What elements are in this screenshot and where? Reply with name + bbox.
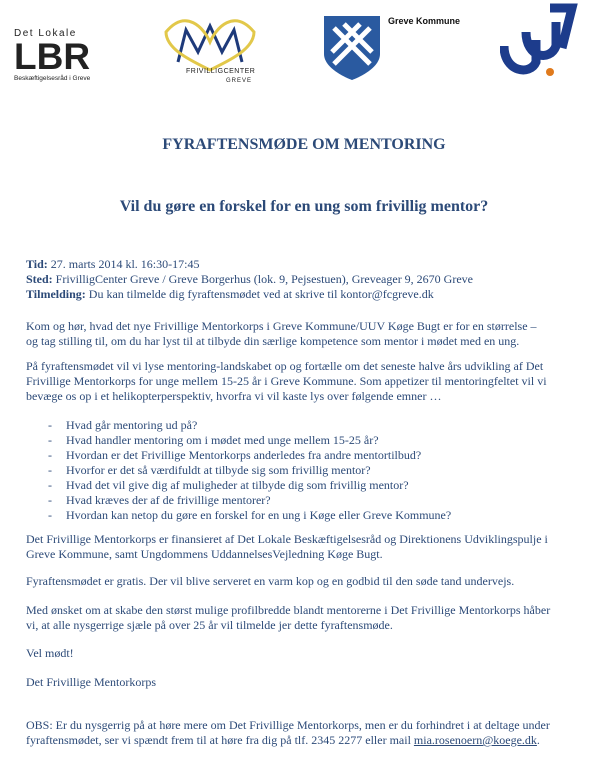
para3-line-2: Greve Kommune, samt Ungdommens UddannelsesVejledning Køge Bugt. (26, 547, 383, 561)
list-item: - Hvorfor er det så værdifuldt at tilbyde sig som frivillig mentor? (48, 463, 451, 478)
obs-line-2-end: . (536, 733, 540, 747)
tid-value: 27. marts 2014 kl. 16:30-17:45 (50, 257, 200, 271)
para4: Fyraftensmødet er gratis. Der vil blive serveret en varm kop og en godbid til den søde tand undervejs. (26, 574, 515, 588)
logo-bar (0, 0, 608, 95)
page-title: FYRAFTENSMØDE OM MENTORING (162, 136, 446, 153)
greve-kommune-logo (322, 14, 482, 84)
lbr-logo-small: Det Lokale (14, 28, 77, 39)
obs-line-2 (26, 733, 540, 748)
obs-email-link[interactable]: mia.rosenoern@koege.dk (413, 733, 537, 747)
uuv-icon (500, 2, 578, 82)
greve-shield-icon (322, 14, 382, 82)
para2-line-2: Frivillige Mentorkorps for unge mellem 15-25 år i Greve Kommune. Som appetizer til mentoringfeltet vil vi (26, 374, 547, 388)
para2-line-1: På fyraftensmødet vil vi lyse mentoring-landskabet op og fortælle om det seneste halve års udvikling af Det (26, 359, 544, 373)
frivilligcenter-logo (156, 12, 266, 92)
frivilligcenter-name: FRIVILLIGCENTER (186, 68, 256, 75)
frivilligcenter-icon (156, 12, 266, 72)
obs-line-1: OBS: Er du nysgerrig på at høre mere om Det Frivillige Mentorkorps, men er du forhindret i at deltage under (26, 718, 550, 732)
list-item: - Hvad det vil give dig af muligheder at tilbyde dig som frivillig mentor? (48, 478, 451, 493)
page-subtitle: Vil du gøre en forskel for en ung som frivillig mentor? (119, 198, 489, 215)
tilmelding-value: Du kan tilmelde dig fyraftensmødet ved at skrive til kontor@fcgreve.dk (88, 287, 434, 301)
para3-line-1: Det Frivillige Mentorkorps er finansieret af Det Lokale Beskæftigelsesråd og Direktionens Udviklingspulje i (26, 532, 548, 546)
tid-line (26, 257, 199, 272)
tilmelding-line (26, 287, 434, 302)
greve-kommune-name: Greve Kommune (388, 16, 461, 26)
list-item: - Hvordan er det Frivillige Mentorkorps anderledes fra andre mentortilbud? (48, 448, 451, 463)
obs-line-2-text: fyraftensmødet, ser vi spændt frem til at høre fra dig på tlf. 2345 2277 eller mail (26, 733, 414, 747)
list-item: - Hvad handler mentoring om i mødet med unge mellem 15-25 år? (48, 433, 451, 448)
sted-value: FrivilligCenter Greve / Greve Borgerhus (lok. 9, Pejsestuen), Greveager 9, 2670 Greve (55, 272, 473, 286)
sted-label: Sted: (26, 272, 53, 286)
sted-line (26, 272, 473, 287)
signature: Det Frivillige Mentorkorps (26, 675, 156, 689)
intro-line-2: og tag stilling til, om du har lyst til at tilbyde din særlige kompetence som mentor i mødet med en ung. (26, 334, 520, 348)
para2-line-3: bevæge os op i et helikopterperspektiv, hvorfra vi vil kaste lys over følgende emner … (26, 389, 442, 403)
tid-label: Tid: (26, 257, 48, 271)
tilmelding-label: Tilmelding: (26, 287, 86, 301)
para5-line-1: Med ønsket om at skabe den størst mulige profilbredde blandt mentorerne i Det Frivillige Mentorkorps håber (26, 603, 551, 617)
para5-line-2: vi, at alle nysgerrige sjæle på over 25 år vil tilmelde jer dette fyraftensmøde. (26, 618, 393, 632)
lbr-logo-sub: Beskæftigelsesråd i Greve (14, 75, 91, 82)
intro-line-1: Kom og hør, hvad det nye Frivillige Mentorkorps i Greve Kommune/UUV Køge Bugt er for en størrelse – (26, 319, 537, 333)
frivilligcenter-city: GREVE (226, 78, 253, 84)
uuv-logo (500, 2, 578, 82)
lbr-logo (14, 28, 96, 84)
lbr-logo-big: LBR (14, 36, 91, 77)
list-item: - Hvad kræves der af de frivillige mentorer? (48, 493, 451, 508)
topic-list (48, 418, 451, 523)
list-item: - Hvad går mentoring ud på? (48, 418, 451, 433)
list-item: - Hvordan kan netop du gøre en forskel for en ung i Køge eller Greve Kommune? (48, 508, 451, 523)
greeting: Vel mødt! (26, 646, 74, 660)
